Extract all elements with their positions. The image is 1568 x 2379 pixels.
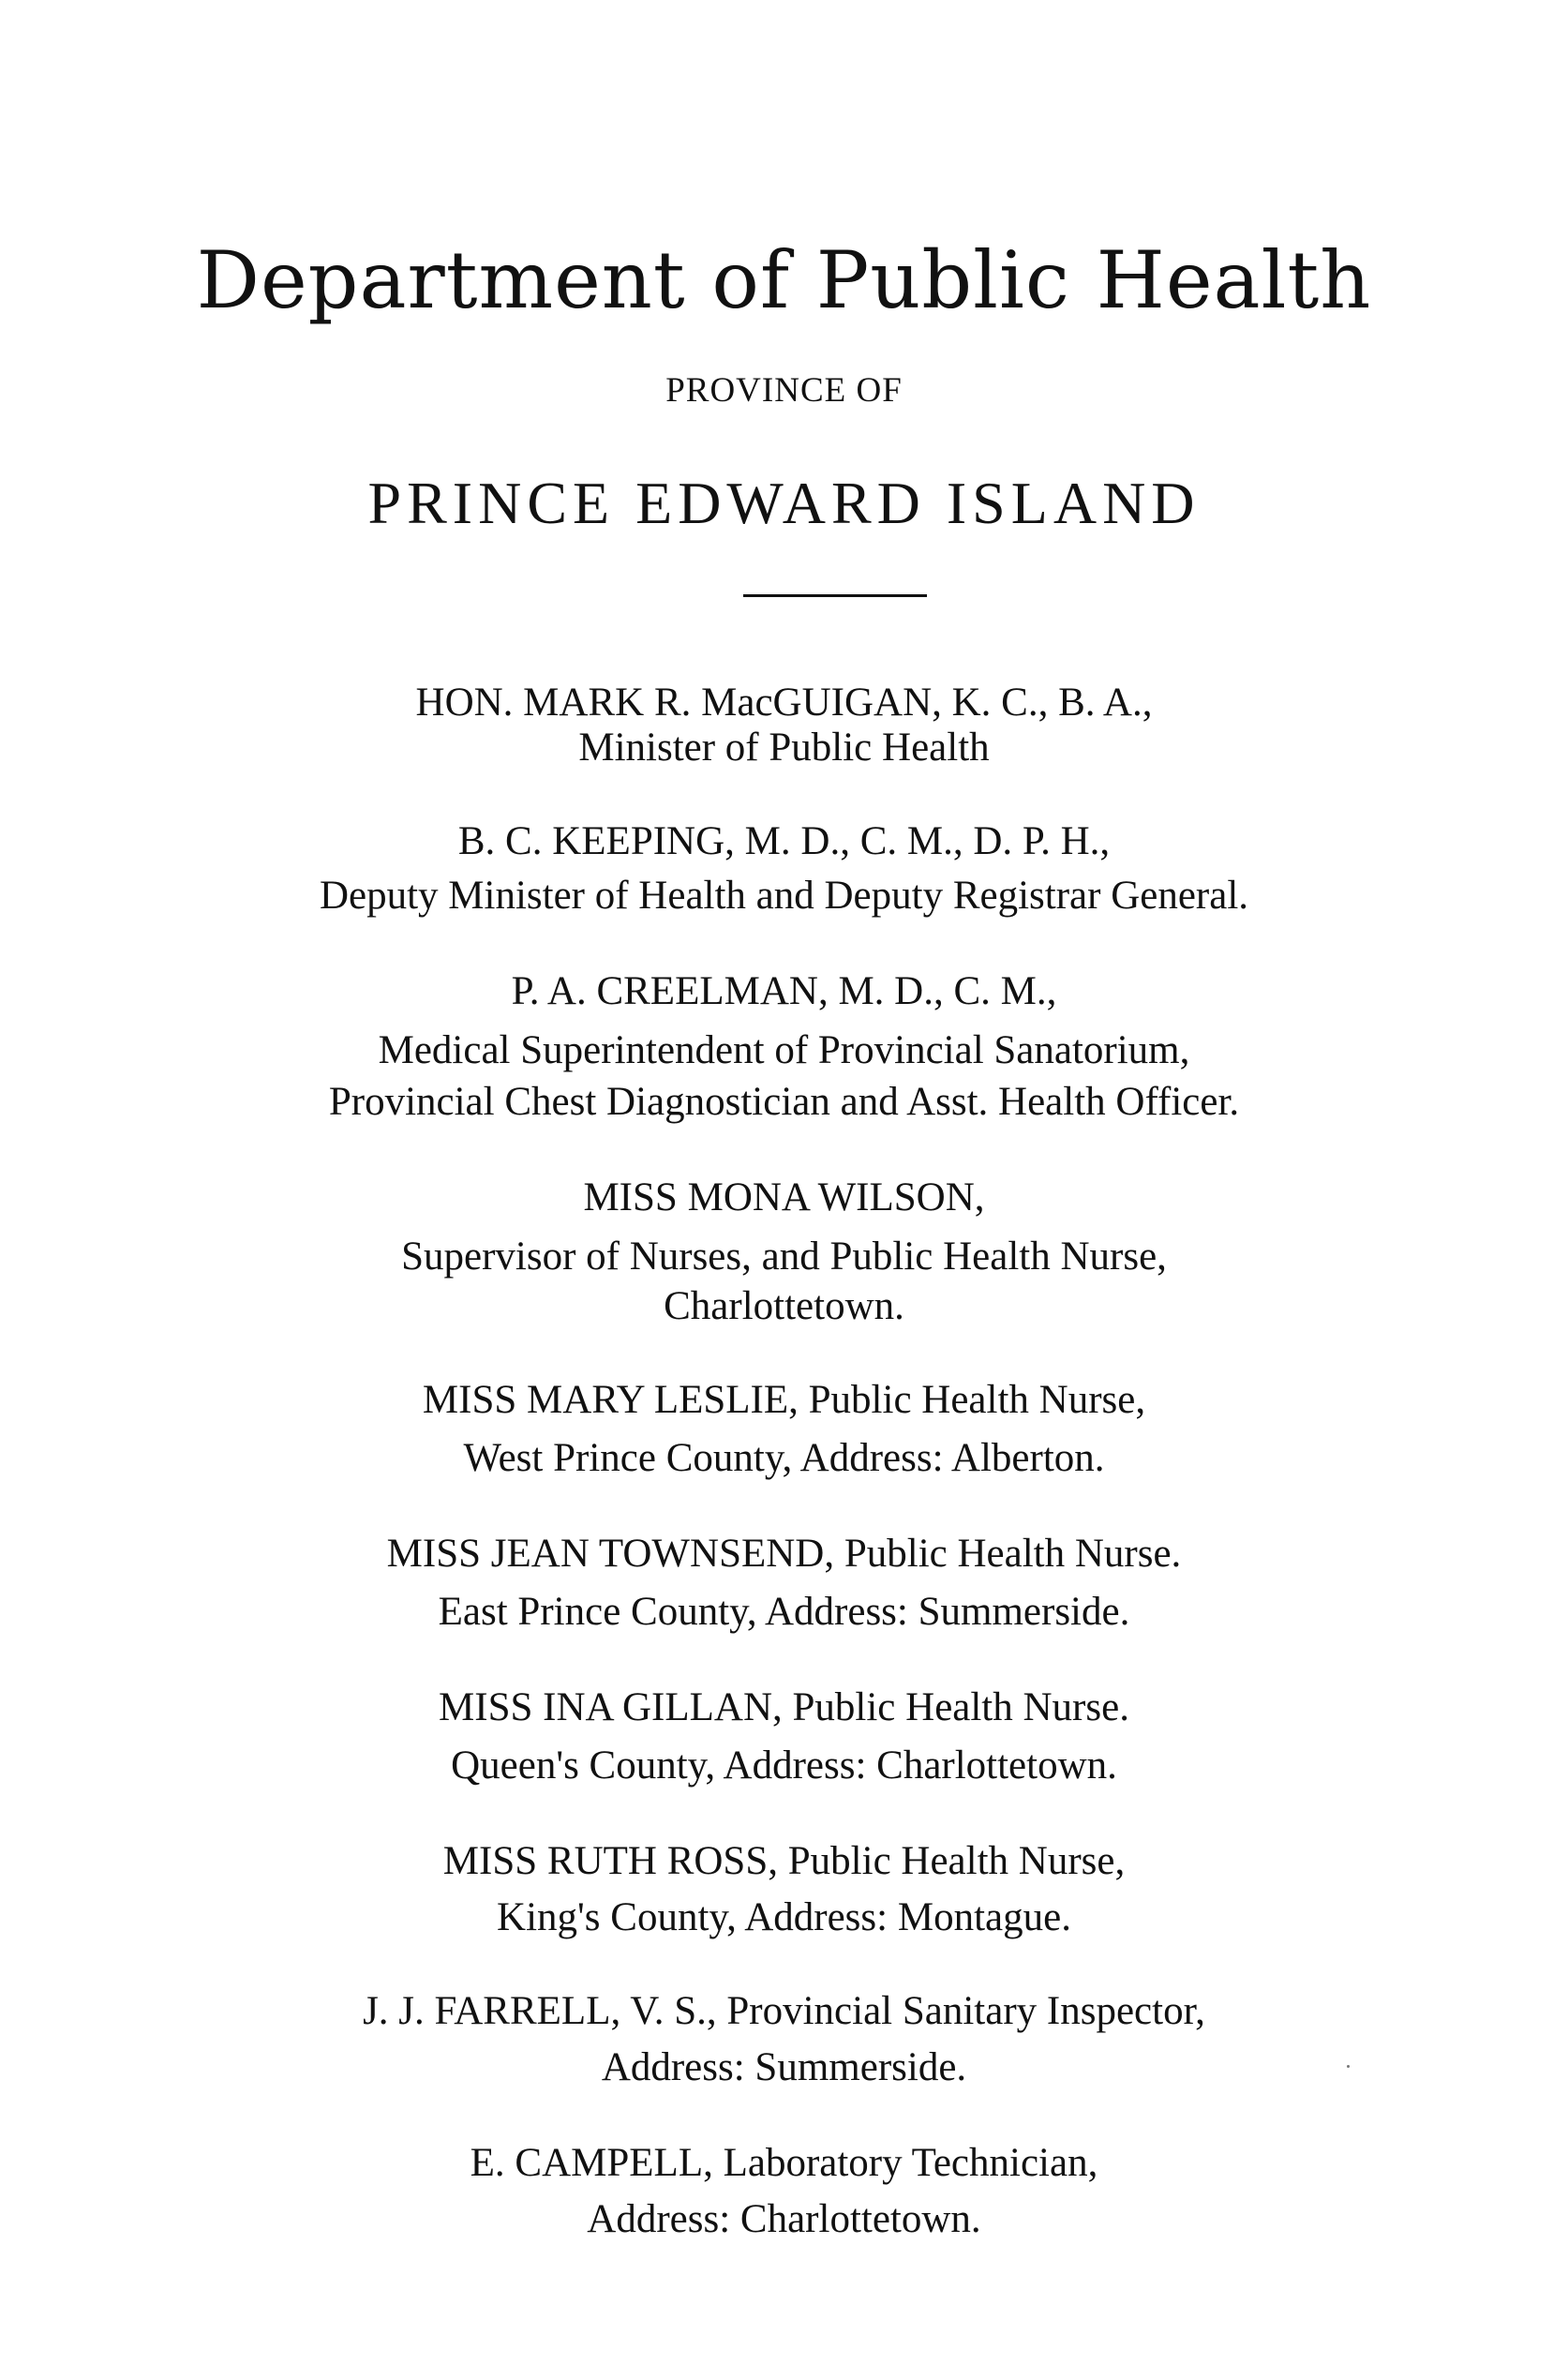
title-divider	[743, 594, 927, 597]
staff-role-wilson-2: Charlottetown.	[664, 1284, 904, 1328]
staff-role-creelman-1: Medical Superintendent of Provincial Sanatorium,	[378, 1028, 1190, 1072]
staff-role-leslie: West Prince County, Address: Alberton.	[463, 1436, 1105, 1480]
page-title: Department of Public Health	[196, 234, 1372, 326]
staff-name-farrell: J. J. FARRELL, V. S., Provincial Sanitary Inspector,	[363, 1989, 1205, 2033]
staff-name-deputy-minister: B. C. KEEPING, M. D., C. M., D. P. H.,	[457, 819, 1111, 863]
staff-role-gillan: Queen's County, Address: Charlottetown.	[451, 1743, 1117, 1788]
staff-name-ross: MISS RUTH ROSS, Public Health Nurse,	[442, 1839, 1126, 1883]
staff-role-minister: Minister of Public Health	[578, 726, 990, 770]
staff-name-minister: HON. MARK R. MacGUIGAN, K. C., B. A.,	[415, 681, 1153, 725]
staff-role-ross: King's County, Address: Montague.	[497, 1895, 1071, 1939]
staff-name-campell: E. CAMPELL, Laboratory Technician,	[470, 2141, 1098, 2185]
staff-name-creelman: P. A. CREELMAN, M. D., C. M.,	[511, 969, 1057, 1013]
staff-name-leslie: MISS MARY LESLIE, Public Health Nurse,	[422, 1378, 1146, 1422]
staff-role-townsend: East Prince County, Address: Summerside.	[438, 1590, 1130, 1634]
staff-role-campell: Address: Charlottetown.	[587, 2197, 981, 2241]
province-name: PRINCE EDWARD ISLAND	[367, 470, 1201, 536]
province-label: PROVINCE OF	[665, 371, 903, 410]
staff-name-wilson: MISS MONA WILSON,	[583, 1175, 985, 1219]
scan-speck	[1347, 2065, 1350, 2068]
staff-role-farrell: Address: Summerside.	[601, 2045, 967, 2089]
staff-role-creelman-2: Provincial Chest Diagnostician and Asst. Health Officer.	[328, 1080, 1240, 1124]
staff-role-wilson-1: Supervisor of Nurses, and Public Health Nurse,	[401, 1234, 1167, 1279]
staff-name-gillan: MISS INA GILLAN, Public Health Nurse.	[439, 1685, 1129, 1729]
staff-role-deputy-minister: Deputy Minister of Health and Deputy Registrar General.	[319, 874, 1249, 918]
staff-name-townsend: MISS JEAN TOWNSEND, Public Health Nurse.	[386, 1532, 1182, 1576]
